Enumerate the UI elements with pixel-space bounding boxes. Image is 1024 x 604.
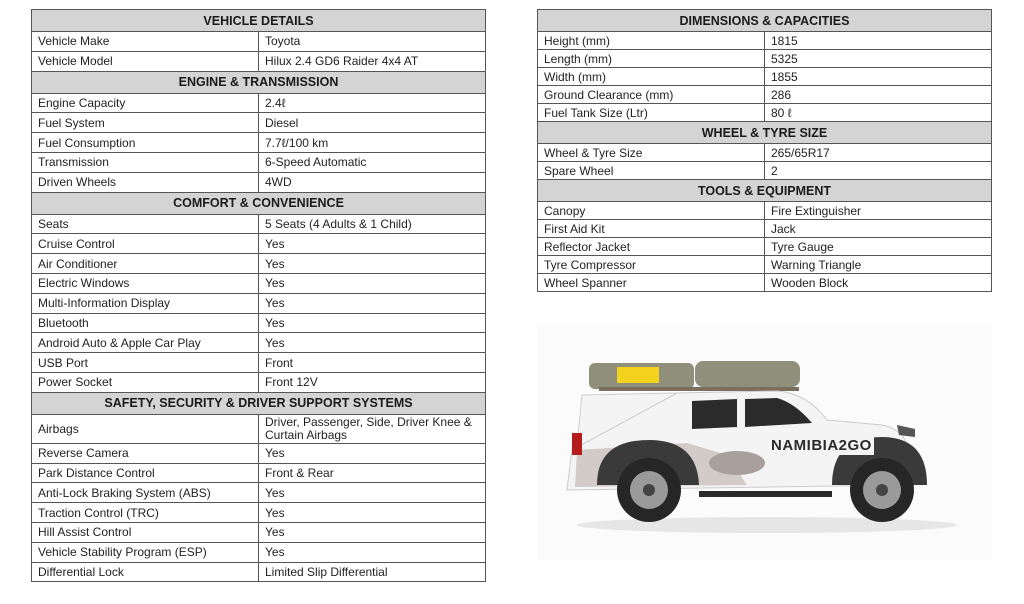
section-header-comfort-convenience: COMFORT & CONVENIENCE xyxy=(32,192,486,214)
table-row xyxy=(538,50,992,68)
table-row xyxy=(538,220,992,238)
table-row xyxy=(32,333,486,353)
row-label: Fuel Consumption xyxy=(32,133,259,153)
row-value: Diesel xyxy=(259,113,486,133)
row-value: Front 12V xyxy=(259,372,486,392)
row-label: Vehicle Make xyxy=(32,32,259,52)
section-header-tools-equipment: TOOLS & EQUIPMENT xyxy=(538,180,992,202)
row-value: Limited Slip Differential xyxy=(259,562,486,582)
row-value: 6-Speed Automatic xyxy=(259,152,486,172)
table-row xyxy=(538,256,992,274)
pickup-truck-illustration xyxy=(537,325,992,560)
table-row xyxy=(32,372,486,392)
row-label: Cruise Control xyxy=(32,234,259,254)
row-label: Power Socket xyxy=(32,372,259,392)
table-row xyxy=(538,86,992,104)
row-label: Wheel Spanner xyxy=(538,274,765,292)
rear-window xyxy=(692,399,737,429)
table-row xyxy=(32,293,486,313)
row-value: 5325 xyxy=(765,50,992,68)
section-header-safety-security: SAFETY, SECURITY & DRIVER SUPPORT SYSTEMS xyxy=(32,392,486,414)
table-row xyxy=(32,93,486,113)
row-value: Yes xyxy=(259,503,486,523)
row-label: Height (mm) xyxy=(538,32,765,50)
row-label: Wheel & Tyre Size xyxy=(538,144,765,162)
tail-light xyxy=(572,433,582,455)
row-value: Front xyxy=(259,353,486,373)
row-label: Length (mm) xyxy=(538,50,765,68)
row-label: Differential Lock xyxy=(32,562,259,582)
row-label: Park Distance Control xyxy=(32,463,259,483)
front-wheel xyxy=(850,458,914,522)
row-value: Yes xyxy=(259,522,486,542)
table-row xyxy=(538,144,992,162)
row-label: Width (mm) xyxy=(538,68,765,86)
row-label: Traction Control (TRC) xyxy=(32,503,259,523)
table-row xyxy=(32,152,486,172)
table-row xyxy=(538,68,992,86)
table-row xyxy=(32,172,486,192)
row-value: 286 xyxy=(765,86,992,104)
row-value: Toyota xyxy=(259,32,486,52)
row-label: Android Auto & Apple Car Play xyxy=(32,333,259,353)
row-label: Tyre Compressor xyxy=(538,256,765,274)
table-row xyxy=(538,32,992,50)
tent-sticker xyxy=(617,367,659,383)
row-label: Electric Windows xyxy=(32,273,259,293)
row-label: Vehicle Model xyxy=(32,51,259,71)
table-row xyxy=(32,353,486,373)
section-header-engine-transmission: ENGINE & TRANSMISSION xyxy=(32,71,486,93)
row-value: Yes xyxy=(259,313,486,333)
table-row xyxy=(32,32,486,52)
row-label: Anti-Lock Braking System (ABS) xyxy=(32,483,259,503)
table-row xyxy=(32,214,486,234)
table-row xyxy=(32,542,486,562)
section-header-wheel-tyre: WHEEL & TYRE SIZE xyxy=(538,122,992,144)
roof-rack xyxy=(599,387,799,391)
row-label: Engine Capacity xyxy=(32,93,259,113)
row-label: Reverse Camera xyxy=(32,443,259,463)
row-label: Multi-Information Display xyxy=(32,293,259,313)
row-label: Spare Wheel xyxy=(538,162,765,180)
row-label: First Aid Kit xyxy=(538,220,765,238)
table-row xyxy=(32,313,486,333)
row-value: Yes xyxy=(259,333,486,353)
row-value: Yes xyxy=(259,254,486,274)
table-row xyxy=(32,254,486,274)
row-label: Reflector Jacket xyxy=(538,238,765,256)
table-row xyxy=(32,522,486,542)
row-value: Yes xyxy=(259,483,486,503)
row-value: Yes xyxy=(259,293,486,313)
row-value: Yes xyxy=(259,234,486,254)
vehicle-spec-table-left xyxy=(31,9,486,582)
table-row xyxy=(32,414,486,443)
row-label: Vehicle Stability Program (ESP) xyxy=(32,542,259,562)
table-row xyxy=(32,562,486,582)
table-row xyxy=(538,202,992,220)
row-value: Yes xyxy=(259,443,486,463)
row-value: Warning Triangle xyxy=(765,256,992,274)
rear-wheel xyxy=(617,458,681,522)
section-header-dimensions-capacities: DIMENSIONS & CAPACITIES xyxy=(538,10,992,32)
row-value: 4WD xyxy=(259,172,486,192)
row-value: 1815 xyxy=(765,32,992,50)
table-row xyxy=(32,503,486,523)
side-step xyxy=(699,491,832,497)
row-value: Wooden Block xyxy=(765,274,992,292)
row-value: 2.4ℓ xyxy=(259,93,486,113)
ground-shadow xyxy=(577,517,957,533)
row-label: Canopy xyxy=(538,202,765,220)
row-label: Airbags xyxy=(32,414,259,443)
row-value: 5 Seats (4 Adults & 1 Child) xyxy=(259,214,486,234)
row-value: Tyre Gauge xyxy=(765,238,992,256)
table-row xyxy=(32,113,486,133)
table-row xyxy=(538,274,992,292)
namibia2go-logo: NAMIBIA2GO xyxy=(771,437,872,454)
vehicle-photo xyxy=(537,325,992,560)
row-value: 1855 xyxy=(765,68,992,86)
row-label: Fuel System xyxy=(32,113,259,133)
row-value: Front & Rear xyxy=(259,463,486,483)
row-value: 265/65R17 xyxy=(765,144,992,162)
row-label: Air Conditioner xyxy=(32,254,259,274)
row-value: 80 ℓ xyxy=(765,104,992,122)
row-label: Fuel Tank Size (Ltr) xyxy=(538,104,765,122)
row-label: USB Port xyxy=(32,353,259,373)
table-row xyxy=(32,443,486,463)
row-value: Yes xyxy=(259,273,486,293)
table-row xyxy=(32,234,486,254)
table-row xyxy=(32,51,486,71)
row-value: Yes xyxy=(259,542,486,562)
table-row xyxy=(32,483,486,503)
row-value: Driver, Passenger, Side, Driver Knee & Curtain Airbags xyxy=(259,414,486,443)
table-row xyxy=(538,238,992,256)
row-label: Hill Assist Control xyxy=(32,522,259,542)
row-value: 7.7ℓ/100 km xyxy=(259,133,486,153)
table-row xyxy=(32,133,486,153)
row-label: Transmission xyxy=(32,152,259,172)
section-header-vehicle-details: VEHICLE DETAILS xyxy=(32,10,486,32)
vehicle-spec-table-right xyxy=(537,9,992,292)
table-row xyxy=(538,104,992,122)
row-value: Jack xyxy=(765,220,992,238)
rhino-graphic xyxy=(709,451,765,475)
row-value: Fire Extinguisher xyxy=(765,202,992,220)
table-row xyxy=(538,162,992,180)
row-label: Ground Clearance (mm) xyxy=(538,86,765,104)
row-value: Hilux 2.4 GD6 Raider 4x4 AT xyxy=(259,51,486,71)
rooftop-tent-front xyxy=(695,361,800,387)
table-row xyxy=(32,273,486,293)
row-label: Bluetooth xyxy=(32,313,259,333)
row-value: 2 xyxy=(765,162,992,180)
row-label: Driven Wheels xyxy=(32,172,259,192)
row-label: Seats xyxy=(32,214,259,234)
table-row xyxy=(32,463,486,483)
